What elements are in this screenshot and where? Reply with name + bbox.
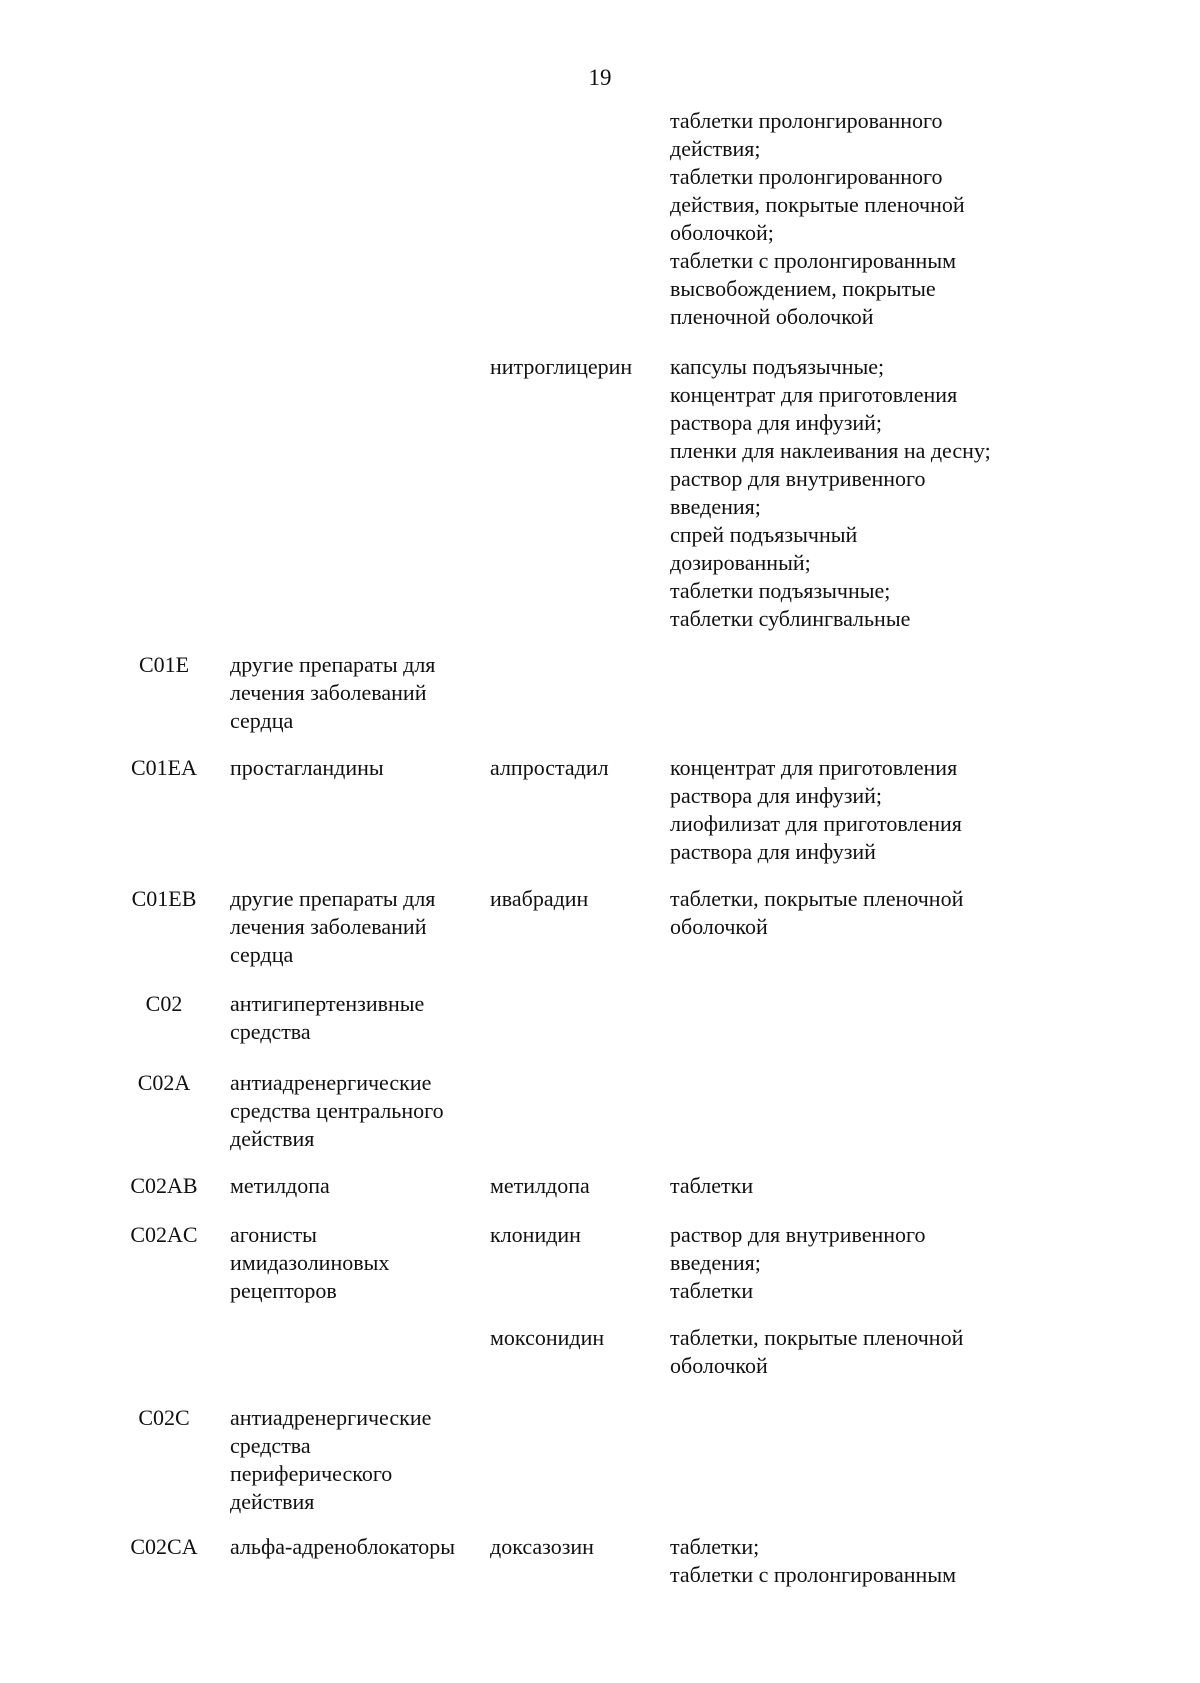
text-line: раствора для инфузий; (670, 783, 883, 808)
text-line: таблетки подъязычные; (670, 578, 891, 603)
text-line: средства центрального (230, 1098, 444, 1123)
text-line: антиадренергические (230, 1070, 432, 1095)
text-line: таблетки с пролонгированным (670, 248, 957, 273)
text-line: простагландины (230, 755, 384, 780)
atc-code: C02AB (130, 1173, 198, 1198)
group-name (230, 1533, 480, 1561)
atc-code: C01EB (131, 886, 197, 911)
text-line: действия (230, 1126, 315, 1151)
atc-code: C02CA (130, 1534, 198, 1559)
text-line: периферического (230, 1461, 393, 1486)
drug-name: нитроглицерин (490, 354, 633, 379)
text-line: средства (230, 1019, 311, 1044)
text-line: другие препараты для (230, 652, 436, 677)
text-line: сердца (230, 942, 294, 967)
dosage-forms (670, 107, 1090, 331)
text-line: дозированный; (670, 550, 811, 575)
group-name (230, 990, 480, 1046)
dosage-forms (670, 1324, 1090, 1380)
text-line: концентрат для приготовления (670, 755, 958, 780)
text-line: таблетки; (670, 1534, 760, 1559)
group-name (230, 1221, 480, 1305)
text-line: рецепторов (230, 1278, 337, 1303)
dosage-forms (670, 1533, 1090, 1589)
dosage-forms (670, 1172, 1090, 1200)
text-line: антиадренергические (230, 1405, 432, 1430)
group-name (230, 1172, 480, 1200)
dosage-forms (670, 353, 1090, 633)
group-name (230, 1404, 480, 1516)
text-line: таблетки (670, 1278, 754, 1303)
text-line: таблетки пролонгированного (670, 164, 943, 189)
text-line: раствор для внутривенного (670, 1222, 926, 1247)
text-line: действия, покрытые пленочной (670, 192, 965, 217)
page-number: 19 (588, 65, 612, 90)
text-line: таблетки, покрытые пленочной (670, 1325, 964, 1350)
text-line: таблетки с пролонгированным (670, 1562, 957, 1587)
group-name (230, 754, 480, 782)
dosage-forms (670, 1221, 1090, 1305)
text-line: метилдопа (230, 1173, 330, 1198)
text-line: введения; (670, 1250, 761, 1275)
text-line: раствора для инфузий (670, 839, 876, 864)
text-line: спрей подъязычный (670, 522, 858, 547)
atc-code: C02AC (130, 1222, 198, 1247)
drug-name: ивабрадин (490, 886, 589, 911)
text-line: таблетки пролонгированного (670, 108, 943, 133)
atc-code: C02C (138, 1405, 190, 1430)
group-name (230, 1069, 480, 1153)
drug-name: клонидин (490, 1222, 581, 1247)
text-line: другие препараты для (230, 886, 436, 911)
text-line: лечения заболеваний (230, 914, 427, 939)
text-line: высвобождением, покрытые (670, 276, 936, 301)
text-line: таблетки сублингвальные (670, 606, 911, 631)
text-line: имидазолиновых (230, 1250, 390, 1275)
dosage-forms (670, 754, 1090, 866)
text-line: оболочкой; (670, 220, 774, 245)
text-line: действия; (670, 136, 761, 161)
drug-name: метилдопа (490, 1173, 590, 1198)
text-line: средства (230, 1433, 311, 1458)
text-line: таблетки (670, 1173, 754, 1198)
text-line: агонисты (230, 1222, 317, 1247)
text-line: введения; (670, 494, 761, 519)
text-line: действия (230, 1489, 315, 1514)
atc-code: C01EA (131, 755, 197, 780)
text-line: лечения заболеваний (230, 680, 427, 705)
group-name (230, 885, 480, 969)
drug-name: алпростадил (490, 755, 609, 780)
text-line: альфа-адреноблокаторы (230, 1534, 456, 1559)
text-line: пленки для наклеивания на десну; (670, 438, 991, 463)
text-line: пленочной оболочкой (670, 304, 874, 329)
text-line: сердца (230, 708, 294, 733)
text-line: лиофилизат для приготовления (670, 811, 962, 836)
text-line: оболочкой (670, 914, 768, 939)
dosage-forms (670, 885, 1090, 941)
text-line: антигипертензивные (230, 991, 425, 1016)
text-line: оболочкой (670, 1353, 768, 1378)
text-line: раствора для инфузий; (670, 410, 883, 435)
atc-code: C01E (138, 652, 190, 677)
text-line: капсулы подъязычные; (670, 354, 885, 379)
atc-code: C02 (145, 991, 183, 1016)
text-line: раствор для внутривенного (670, 466, 926, 491)
drug-name: доксазозин (490, 1534, 594, 1559)
atc-code: C02A (137, 1070, 191, 1095)
group-name (230, 651, 480, 735)
drug-name: моксонидин (490, 1325, 605, 1350)
text-line: концентрат для приготовления (670, 382, 958, 407)
text-line: таблетки, покрытые пленочной (670, 886, 964, 911)
